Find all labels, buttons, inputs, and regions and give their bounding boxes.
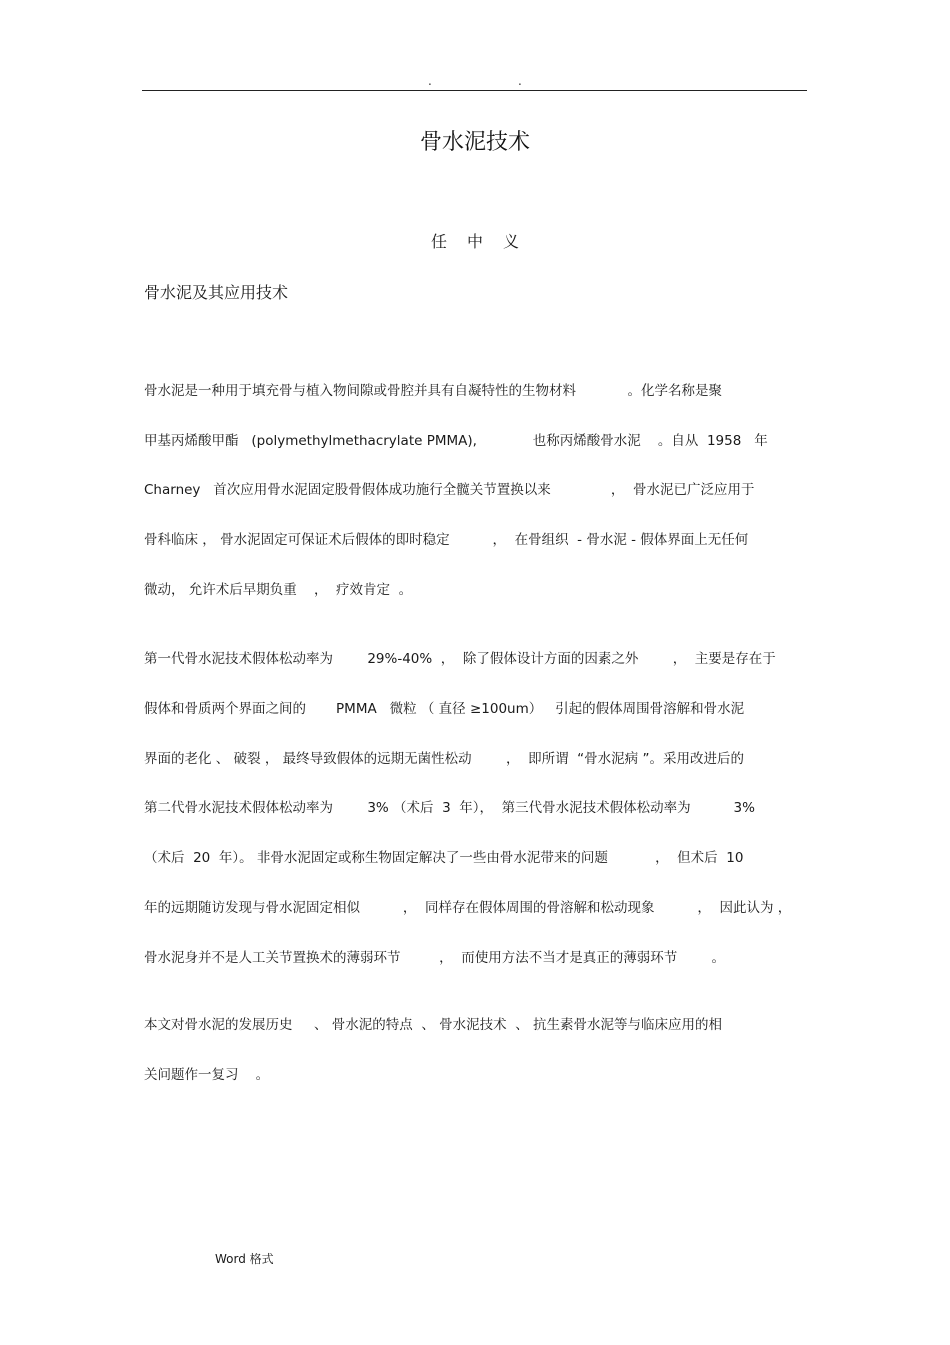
paragraph-line: 年的远期随访发现与骨水泥固定相似 ， 同样存在假体周围的骨溶解和松动现象 ， 因此认为 ， xyxy=(144,899,792,916)
paragraph-intro xyxy=(144,381,824,629)
footer-label: Word 格式 xyxy=(215,1252,274,1266)
paragraph-generations xyxy=(144,649,824,998)
header-divider xyxy=(142,90,807,91)
paragraph-line: 界面的老化 、 破裂 ， 最终导致假体的远期无菌性松动 ， 即所谓 “骨水泥病 ”。采用改进后的 xyxy=(144,750,744,767)
paragraph-line: 甲基丙烯酸甲酯 (polymethylmethacrylate PMMA), 也称丙烯酸骨水泥 。自从 1958 年 xyxy=(144,432,768,449)
paragraph-line: 骨水泥身并不是人工关节置换术的薄弱环节 ， 而使用方法不当才是真正的薄弱环节 。 xyxy=(144,949,726,966)
paragraph-line: 假体和骨质两个界面之间的 PMMA 微粒 （ 直径 ≥100um） 引起的假体周围骨溶解和骨水泥 xyxy=(144,700,745,717)
paragraph-line: 微动， 允许术后早期负重 ， 疗效肯定 。 xyxy=(144,581,413,598)
header-dots xyxy=(0,74,950,88)
paragraph-line: 第二代骨水泥技术假体松动率为 3% （术后 3 年）， 第三代骨水泥技术假体松动率为 3% xyxy=(144,800,755,817)
document-author: 任中义 xyxy=(430,232,539,251)
section-heading: 骨水泥及其应用技术 xyxy=(144,283,289,302)
paragraph-line: 第一代骨水泥技术假体松动率为 29%-40% ， 除了假体设计方面的因素之外 ， 主要是存在于 xyxy=(144,651,776,667)
paragraph-line: 本文对骨水泥的发展历史 、 骨水泥的特点 、 骨水泥技术 、 抗生素骨水泥等与临床应用的相 xyxy=(144,1017,722,1033)
header-dot-left: . xyxy=(428,74,432,88)
paragraph-line: （术后 20 年）。 非骨水泥固定或称生物固定解决了一些由骨水泥带来的问题 ， 但术后 10 xyxy=(144,850,744,867)
paragraph-line: 关问题作一复习 。 xyxy=(144,1067,270,1083)
header-dot-right: . xyxy=(518,74,522,88)
paragraph-line: 骨科临床 ， 骨水泥固定可保证术后假体的即时稳定 ， 在骨组织 - 骨水泥 - 假体界面上无任何 xyxy=(144,532,749,549)
document-title: 骨水泥技术 xyxy=(419,130,530,155)
paragraph-scope xyxy=(144,1015,824,1115)
paragraph-line: Charney 首次应用骨水泥固定股骨假体成功施行全髋关节置换以来 ， 骨水泥已广泛应用于 xyxy=(144,482,755,499)
paragraph-line: 骨水泥是一种用于填充骨与植入物间隙或骨腔并具有自凝特性的生物材料 。化学名称是聚 xyxy=(144,383,722,399)
